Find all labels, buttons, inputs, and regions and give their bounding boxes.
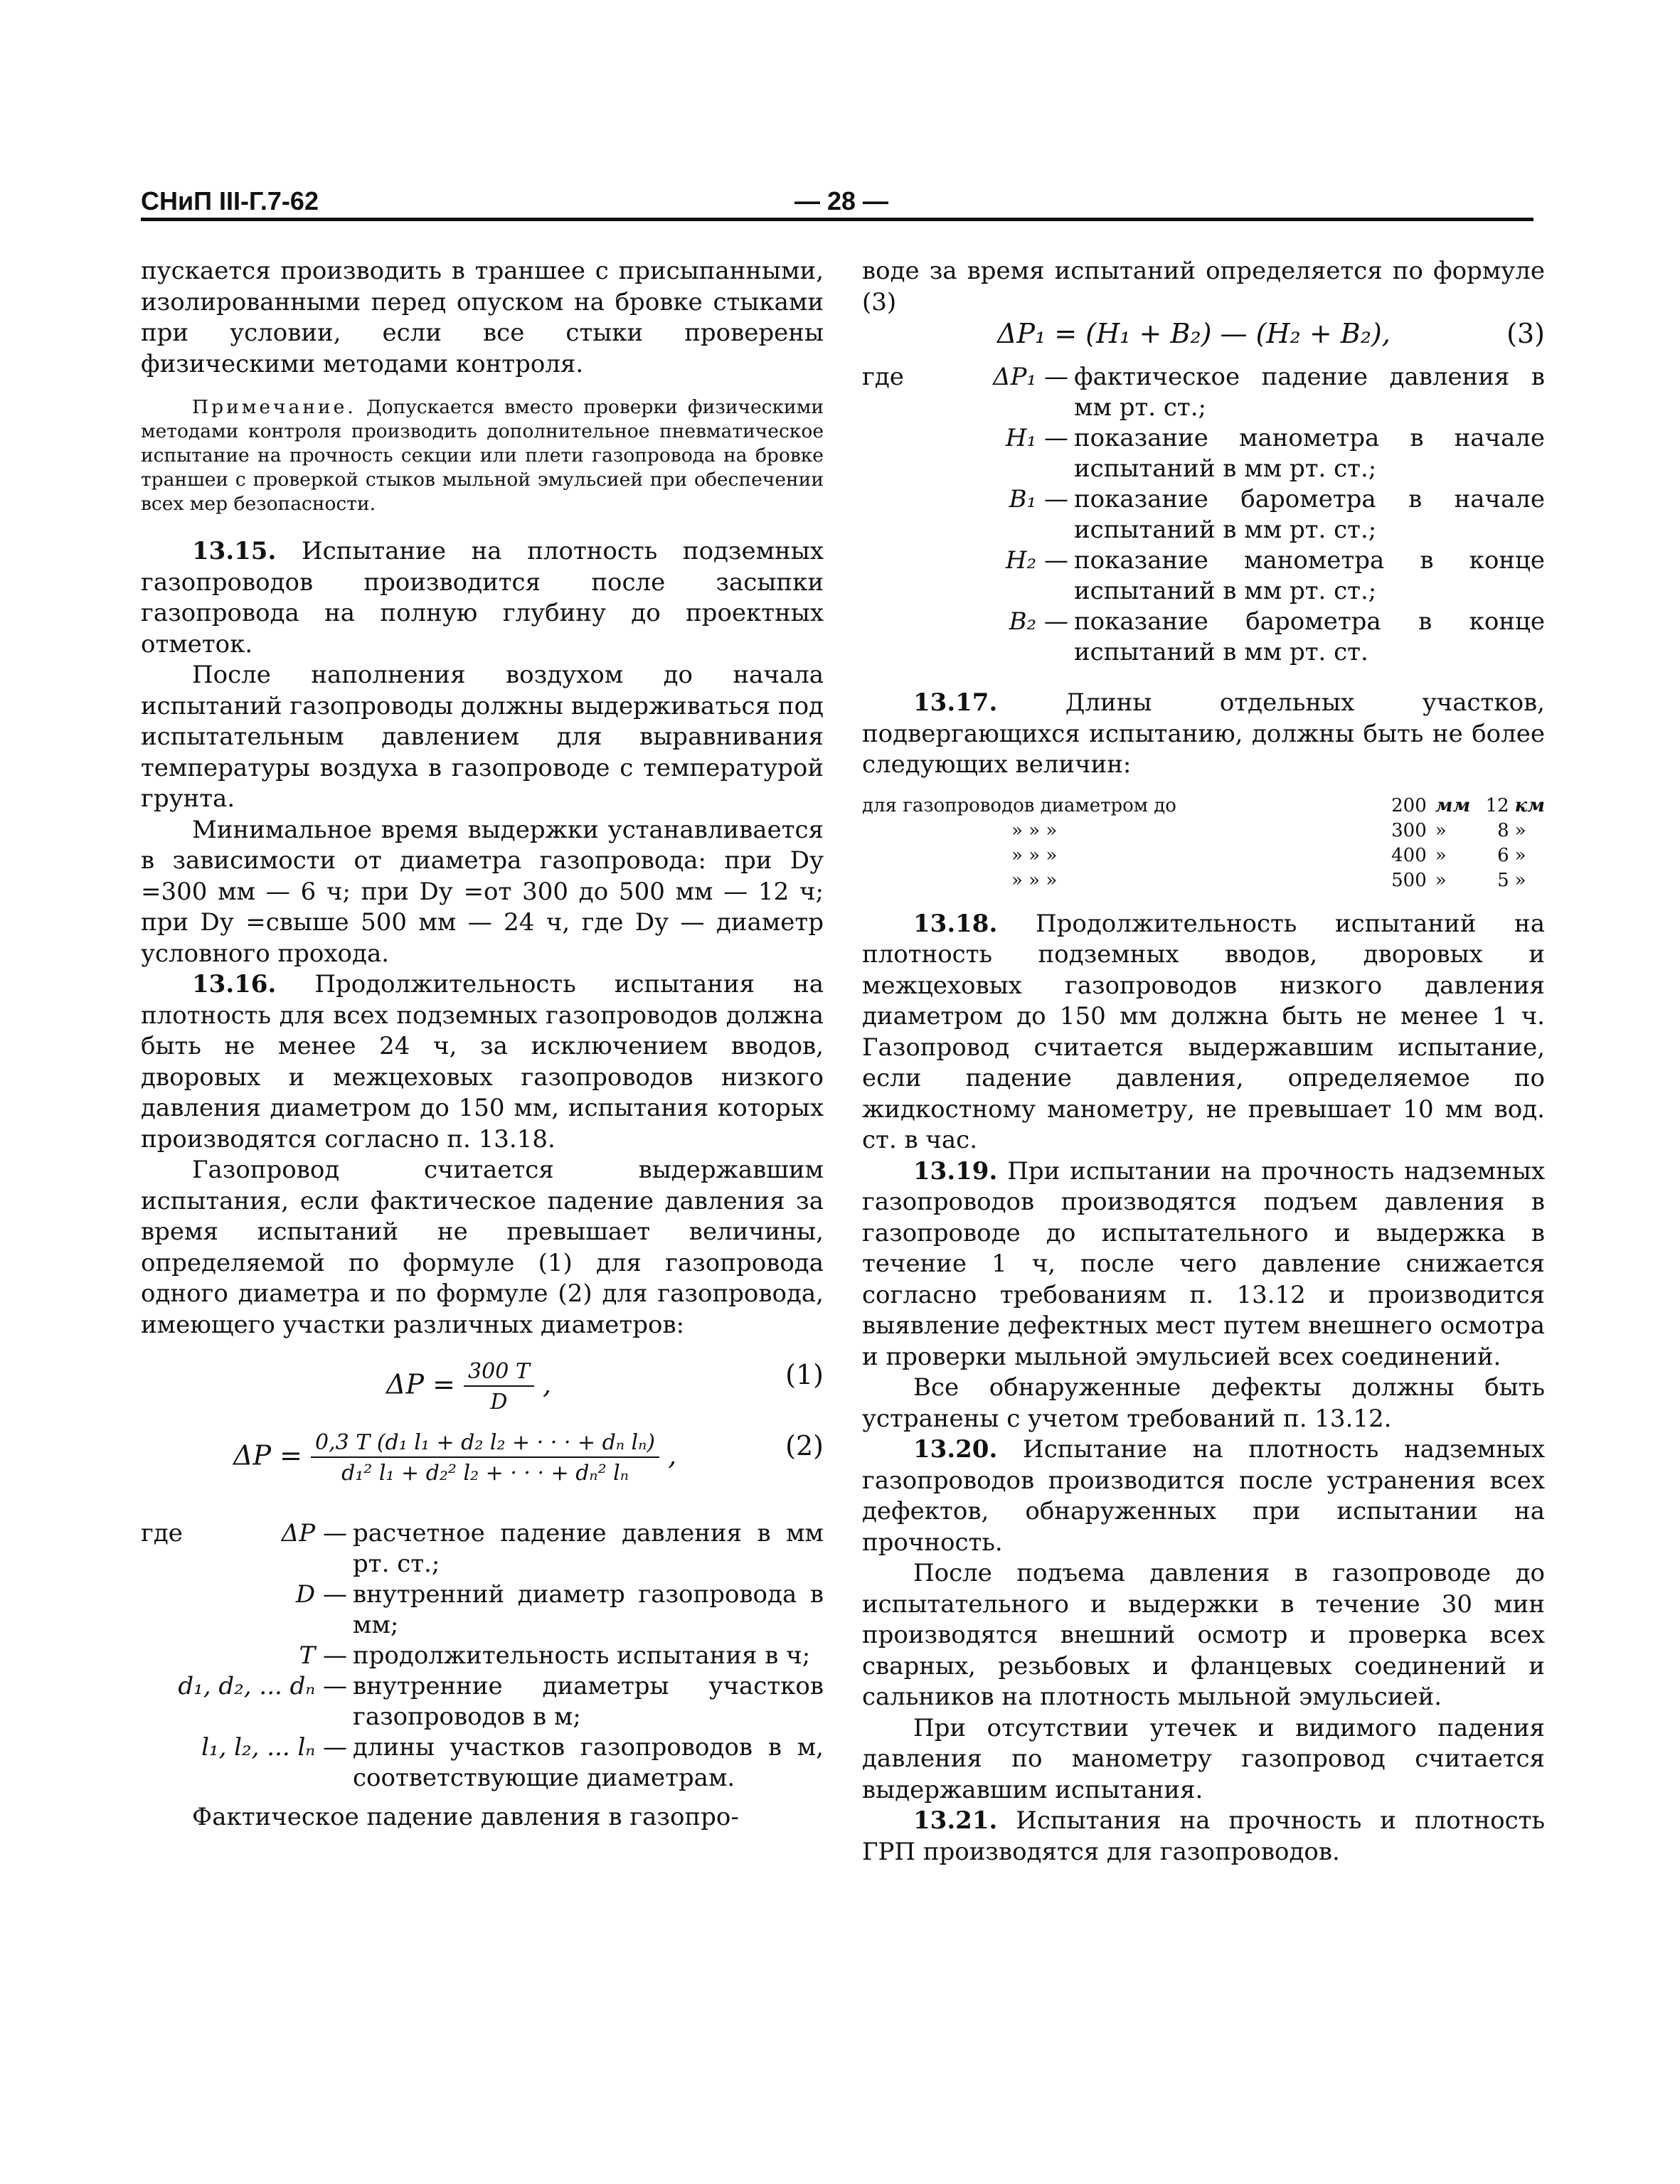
definition-text: продолжительность испытания в ч; [353, 1641, 811, 1670]
formula-1-denominator: D [490, 1390, 508, 1415]
definition-symbol: ΔP — [281, 1519, 347, 1548]
length-label: » » » [1011, 819, 1058, 841]
length-label: для газопроводов диаметром до [862, 794, 1176, 816]
definition-row [141, 1518, 824, 1580]
diameter-unit: » [1435, 869, 1447, 891]
section-13-20 [862, 1434, 1545, 1558]
formula-1-2-definitions [141, 1518, 824, 1794]
diameter-unit: » [1435, 844, 1447, 866]
definition-symbol: H₁ — [1005, 424, 1068, 452]
defects-paragraph: Все обнаруженные дефекты должны быть устранены с учетом требований п. 13.12. [862, 1373, 1545, 1433]
where-label: где [141, 1519, 183, 1548]
length-row [862, 868, 1545, 893]
definition-text: длины участков газопроводов в м, соответствующие диаметрам. [353, 1733, 824, 1792]
section-13-21 [862, 1806, 1545, 1868]
section-number: 13.21. [913, 1806, 998, 1835]
section-13-17 [862, 688, 1545, 781]
section-text: Испытание на плотность подземных газопроводов производится после засыпки газопровода на полную глубину до проектных отметок. [141, 537, 824, 659]
section-number: 13.20. [913, 1435, 998, 1464]
formula-2-number: (2) [785, 1430, 824, 1461]
length-unit: » [1514, 819, 1526, 841]
intro-paragraph: пускается производить в траншее с присыпанными, изолированными перед опуском на бровке стыками при условии, если все стыки проверены физическими методами контроля. [141, 257, 824, 378]
note-paragraph [141, 395, 824, 516]
length-row [862, 794, 1545, 819]
diameter-unit: мм [1435, 794, 1471, 816]
length-limits-table [862, 794, 1545, 893]
formula-3 [862, 318, 1545, 355]
document-code: СНиП III-Г.7-62 [141, 186, 319, 215]
definition-text: показание манометра в начале испытаний в мм рт. ст.; [1074, 424, 1545, 483]
header-rule [141, 218, 1533, 221]
right-column [862, 256, 1545, 1868]
formula-3-text: ΔP₁ = (H₁ + B₂) — (H₂ + B₂), [997, 318, 1391, 349]
actual-drop-paragraph: Фактическое падение давления в газопро- [192, 1803, 739, 1831]
section-number: 13.19. [913, 1156, 998, 1186]
diameter-value: 200 [1391, 794, 1427, 816]
definition-row [862, 607, 1545, 668]
length-unit: » [1514, 844, 1526, 866]
definition-text: внутренние диаметры участков газопроводов в м; [353, 1672, 824, 1731]
section-13-19 [862, 1156, 1545, 1373]
definition-row [862, 484, 1545, 545]
definition-text: показание барометра в начале испытаний в мм рт. ст.; [1074, 485, 1545, 544]
section-text: Испытание на плотность надземных газопроводов производится после устранения всех дефектов, обнаруженных при испытании на прочность. [862, 1435, 1545, 1557]
diameter-value: 500 [1391, 869, 1427, 891]
page-number: — 28 — [794, 186, 889, 215]
definition-row [141, 1641, 824, 1671]
definition-row [141, 1732, 824, 1794]
formula-1-numerator: 300 T [464, 1359, 534, 1387]
note-text: Допускается вместо проверки физическими методами контроля производить дополнительное пневматическое испытание на прочность секции или плети газопровода на бровке траншеи с проверкой стыков мыльной эмульсией при обеспечении всех мер безопасности. [141, 396, 824, 515]
length-row [862, 843, 1545, 868]
section-13-15 [141, 536, 824, 660]
definition-row [862, 545, 1545, 607]
length-label: » » » [1011, 844, 1058, 866]
definition-symbol: T — [299, 1641, 347, 1670]
definition-row [862, 423, 1545, 484]
page-header [141, 186, 1542, 222]
where-label: где [862, 363, 904, 391]
formula-2-denominator: d₁² l₁ + d₂² l₂ + · · · + dₙ² lₙ [341, 1461, 629, 1486]
length-value: 12 [1485, 794, 1509, 816]
length-value: 8 [1497, 819, 1509, 841]
definition-symbol: ΔP₁ — [993, 363, 1068, 391]
definition-row [862, 362, 1545, 423]
definition-text: расчетное падение давления в мм рт. ст.; [353, 1519, 824, 1578]
fill-paragraph: После наполнения воздухом до начала испытаний газопроводы должны выдерживаться под испытательным давлением для выравнивания температуры воздуха в газопроводе с температурой грунта. [141, 661, 824, 813]
after-pressure-paragraph: После подъема давления в газопроводе до испытательного и выдержки в течение 30 мин производятся внешний осмотр и проверка всех сварных, резьбовых и фланцевых соединений и сальников на плотность мыльной эмульсией. [862, 1559, 1545, 1711]
section-number: 13.18. [913, 909, 998, 938]
definition-symbol: D — [295, 1580, 347, 1609]
continuation-paragraph: воде за время испытаний определяется по формуле (3) [862, 257, 1545, 316]
formula-1-left: ΔP = [386, 1368, 455, 1400]
definition-row [141, 1671, 824, 1732]
diameter-value: 400 [1391, 844, 1427, 866]
definition-row [141, 1580, 824, 1641]
definition-symbol: B₁ — [1009, 485, 1068, 513]
formula-2-tail: , [668, 1439, 677, 1471]
formula-1 [141, 1353, 824, 1415]
length-row [862, 819, 1545, 843]
note-label: Примечание. [192, 396, 356, 418]
section-13-16 [141, 969, 824, 1155]
formula-2-numerator: 0,3 T (d₁ l₁ + d₂ l₂ + · · · + dₙ lₙ) [311, 1430, 659, 1458]
diameter-unit: » [1435, 819, 1447, 841]
no-leak-paragraph: При отсутствии утечек и видимого падения давления по манометру газопровод считается выдержавшим испытания. [862, 1713, 1545, 1804]
formula-3-definitions [862, 362, 1545, 668]
length-value: 5 [1497, 869, 1509, 891]
formula-2-fraction [311, 1430, 659, 1486]
length-unit: » [1514, 869, 1526, 891]
definition-symbol: l₁, l₂, ... lₙ — [201, 1733, 347, 1762]
section-number: 13.15. [192, 537, 277, 565]
definition-symbol: H₂ — [1005, 546, 1068, 575]
definition-text: фактическое падение давления в мм рт. ст.; [1074, 363, 1545, 422]
formula-2 [141, 1424, 824, 1484]
formula-1-fraction [464, 1359, 534, 1415]
passed-paragraph: Газопровод считается выдержавшим испытания, если фактическое падение давления за время испытаний не превышает величины, определяемой по формуле (1) для газопровода одного диаметра и по формуле (2) для газопровода, имеющего участки различных диаметров: [141, 1156, 824, 1339]
section-text: Испытания на прочность и плотность ГРП производятся для газопроводов. [862, 1806, 1545, 1866]
left-column [141, 256, 824, 1833]
formula-1-number: (1) [785, 1359, 824, 1390]
definition-symbol: B₂ — [1009, 607, 1068, 636]
section-text: При испытании на прочность надземных газопроводов производятся подъем давления в газопроводе до испытательного и выдержка в течение 1 ч, после чего давление снижается согласно требованиям п. 13.12 и производится выявление дефектных мест путем внешнего осмотра и проверки мыльной эмульсией всех соединений. [862, 1156, 1545, 1371]
section-number: 13.16. [192, 970, 277, 998]
min-time-paragraph: Минимальное время выдержки устанавливается в зависимости от диаметра газопровода: при Dу =300 мм — 6 ч; при Dу =от 300 до 500 мм — 12 ч; при Dу =свыше 500 мм — 24 ч, где Dу — диаметр условного прохода. [141, 815, 824, 968]
formula-3-number: (3) [1506, 318, 1545, 349]
section-text: Продолжительность испытания на плотность для всех подземных газопроводов должна быть не менее 24 ч, за исключением вводов, дворовых и межцеховых газопроводов низкого давления диаметром до 150 мм, испытания которых производятся согласно п. 13.18. [141, 970, 824, 1154]
length-label: » » » [1011, 869, 1058, 891]
length-value: 6 [1497, 844, 1509, 866]
definition-symbol: d₁, d₂, ... dₙ — [178, 1672, 347, 1700]
definition-text: показание барометра в конце испытаний в мм рт. ст. [1074, 607, 1545, 666]
section-number: 13.17. [913, 688, 998, 717]
definition-text: показание манометра в конце испытаний в мм рт. ст.; [1074, 546, 1545, 605]
formula-2-left: ΔP = [233, 1439, 302, 1471]
section-text: Продолжительность испытаний на плотность подземных вводов, дворовых и межцеховых газопроводов низкого давления диаметром до 150 мм должна быть не менее 1 ч. Газопровод считается выдержавшим испытание, если падение давления, определяемое по жидкостному манометру, не превышает 10 мм вод. ст. в час. [862, 909, 1545, 1154]
section-text: Длины отдельных участков, подвергающихся испытанию, должны быть не более следующих величин: [862, 688, 1545, 779]
section-13-18 [862, 909, 1545, 1156]
formula-1-tail: , [542, 1368, 552, 1400]
definition-text: внутренний диаметр газопровода в мм; [353, 1580, 824, 1639]
length-unit: км [1514, 794, 1545, 816]
diameter-value: 300 [1391, 819, 1427, 841]
